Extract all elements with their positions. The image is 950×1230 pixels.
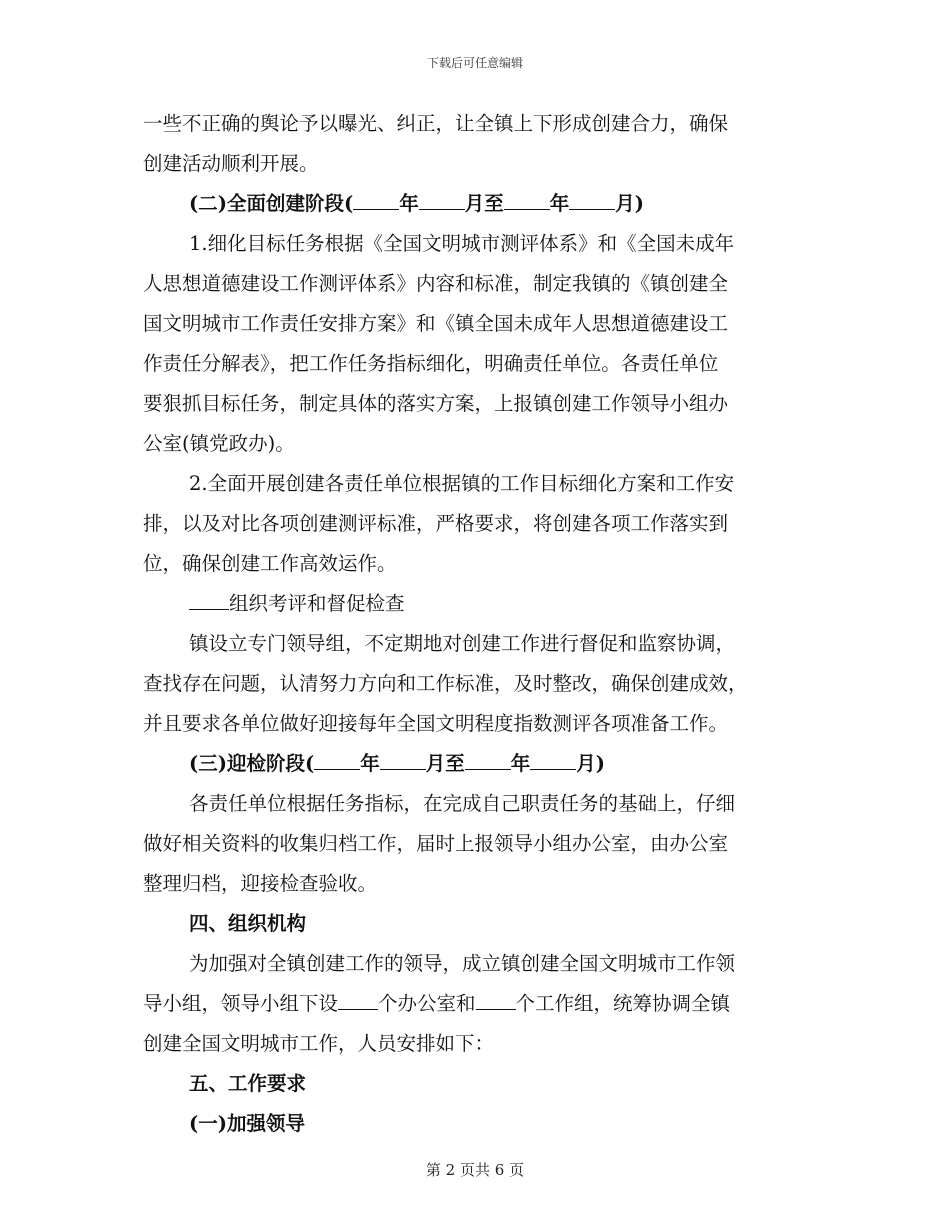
text-line: 镇设立专门领导组，不定期地对创建工作进行督促和监察协调， <box>189 632 736 655</box>
text-line: 查找存在问题，认清努力方向和工作标准，及时整改，确保创建成效， <box>143 672 748 695</box>
blank-underline <box>530 751 576 770</box>
heading-text: 月) <box>615 192 644 215</box>
text-line: 一些不正确的舆论予以曝光、纠正，让全镇上下形成创建合力，确保 <box>143 112 729 135</box>
text-line: 人思想道德建设工作测评体系》内容和标准，制定我镇的《镇创建全 <box>143 272 729 295</box>
subsection-heading-leadership: (一)加强领导 <box>189 1112 305 1135</box>
text-line: 位，确保创建工作高效运作。 <box>143 552 397 575</box>
blank-underline <box>338 991 378 1010</box>
text-line-with-blanks <box>143 984 808 1024</box>
blank-underline <box>569 191 615 210</box>
blank-underline <box>314 751 360 770</box>
heading-text: 年 <box>360 752 380 775</box>
blank-underline <box>476 991 516 1010</box>
blank-underline <box>504 191 550 210</box>
text-line: 创建全国文明城市工作，人员安排如下： <box>143 1032 495 1055</box>
heading-text: 年 <box>510 752 531 775</box>
heading-text: 年 <box>549 192 570 215</box>
heading-text: (三)迎检阶段( <box>189 752 315 775</box>
text-line: 并且要求各单位做好迎接每年全国文明程度指数测评各项准备工作。 <box>143 712 729 735</box>
line-text: 组织考评和督促检查 <box>229 592 405 615</box>
section-heading-requirements: 五、工作要求 <box>189 1072 307 1095</box>
page-footer: 第 2 页共 6 页 <box>425 1161 525 1179</box>
heading-text: 月至 <box>425 752 465 775</box>
text-line: 1.细化目标任务根据《全国文明城市测评体系》和《全国未成年 <box>189 232 735 255</box>
section-heading-phase-3 <box>143 744 808 784</box>
text-line: 整理归档，迎接检查验收。 <box>143 872 378 895</box>
line-text: 导小组，领导小组下设 <box>143 992 339 1015</box>
line-text: 个工作组，统筹协调全镇 <box>515 992 731 1015</box>
document-body <box>143 104 808 1144</box>
text-line: 各责任单位根据任务指标，在完成自己职责任务的基础上，仔细 <box>189 792 736 815</box>
section-heading-phase-2 <box>143 184 808 224</box>
blank-underline <box>380 751 426 770</box>
text-line: 2.全面开展创建各责任单位根据镇的工作目标细化方案和工作安 <box>189 472 735 495</box>
blank-underline <box>189 591 229 610</box>
text-line: 公室(镇党政办)。 <box>143 432 295 455</box>
heading-text: (二)全面创建阶段( <box>189 192 354 215</box>
text-line: 要狠抓目标任务，制定具体的落实方案，上报镇创建工作领导小组办 <box>143 392 729 415</box>
line-text: 个办公室和 <box>378 992 476 1015</box>
page-header: 下载后可任意编辑 <box>426 56 523 70</box>
heading-text: 月) <box>576 752 605 775</box>
text-line: 做好相关资料的收集归档工作，届时上报领导小组办公室，由办公室 <box>143 832 729 855</box>
blank-underline <box>465 751 511 770</box>
section-heading-organization: 四、组织机构 <box>189 912 307 935</box>
text-line: 作责任分解表》，把工作任务指标细化，明确责任单位。各责任单位 <box>143 352 719 375</box>
heading-text: 年 <box>399 192 419 215</box>
text-line: 国文明城市工作责任安排方案》和《镇全国未成年人思想道德建设工 <box>143 312 729 335</box>
blank-underline <box>419 191 465 210</box>
text-line-with-blank <box>143 584 808 624</box>
text-line: 创建活动顺利开展。 <box>143 152 319 175</box>
text-line: 排，以及对比各项创建测评标准，严格要求，将创建各项工作落实到 <box>143 512 729 535</box>
blank-underline <box>353 191 399 210</box>
text-line: 为加强对全镇创建工作的领导，成立镇创建全国文明城市工作领 <box>189 952 736 975</box>
heading-text: 月至 <box>464 192 504 215</box>
